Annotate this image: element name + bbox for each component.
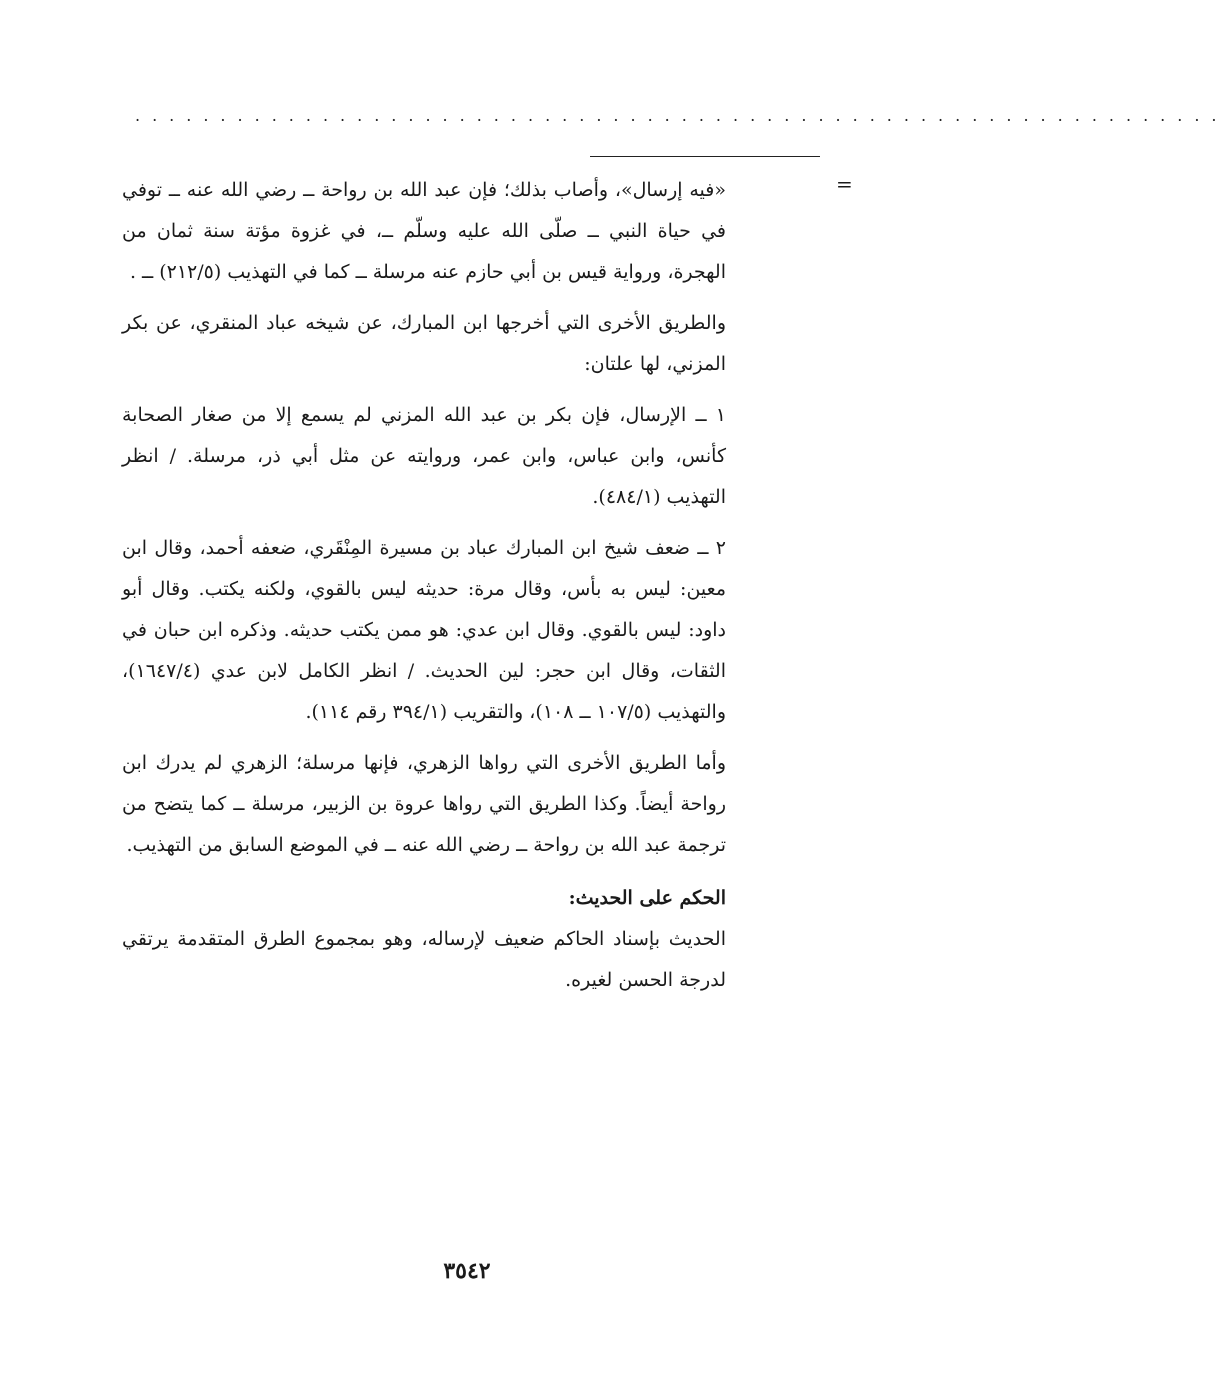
paragraph-2: والطريق الأخرى التي أخرجها ابن المبارك، عن شيخه عباد المنقري، عن بكر المزني، لها علتان: xyxy=(122,312,726,375)
paragraph-5: وأما الطريق الأخرى التي رواها الزهري، فإنها مرسلة؛ الزهري لم يدرك ابن رواحة أيضاً. وكذا الطريق التي رواها عروة بن الزبير، مرسلة ــ كما يتضح من ترجمة عبد الله بن رواحة ــ رضي الله عنه ــ في الموضع السابق من التهذيب. xyxy=(122,752,726,856)
page-number: ٣٥٤٢ xyxy=(443,1258,491,1284)
section-heading: الحكم على الحديث: xyxy=(568,887,726,909)
paragraph-3: ١ ــ الإرسال، فإن بكر بن عبد الله المزني لم يسمع إلا من صغار الصحابة كأنس، وابن عباس، وابن عمر، وروايته عن مثل أبي ذر، مرسلة. / انظر التهذيب (٤٨٤/١). xyxy=(122,404,726,508)
paragraph-4: ٢ ــ ضعف شيخ ابن المبارك عباد بن مسيرة المِنْقَري، ضعفه أحمد، وقال ابن معين: ليس به بأس، وقال مرة: حديثه ليس بالقوي، ولكنه يكتب. وقال أبو داود: ليس بالقوي. وقال ابن عدي: هو ممن يكتب حديثه. وذكره ابن حبان في الثقات، وقال ابن حجر: لين الحديث. / انظر الكامل لابن عدي (١٦٤٧/٤)، والتهذيب (١٠٧/٥ ــ ١٠٨)، والتقريب (٣٩٤/١ رقم ١١٤). xyxy=(122,537,726,723)
dotted-separator: ................................................................ xyxy=(135,106,1229,125)
continuation-mark: = xyxy=(836,172,853,196)
paragraph-6: الحديث بإسناد الحاكم ضعيف لإرساله، وهو بمجموع الطرق المتقدمة يرتقي لدرجة الحسن لغيره. xyxy=(122,928,726,991)
top-rule xyxy=(590,156,820,157)
paragraph-1: «فيه إرسال»، وأصاب بذلك؛ فإن عبد الله بن رواحة ــ رضي الله عنه ــ توفي في حياة النبي ــ صلّى الله عليه وسلّم ــ، في غزوة مؤتة سنة ثمان من الهجرة، ورواية قيس بن أبي حازم عنه مرسلة ــ كما في التهذيب (٢١٢/٥) ــ . xyxy=(122,179,726,283)
page-body xyxy=(122,170,726,1011)
